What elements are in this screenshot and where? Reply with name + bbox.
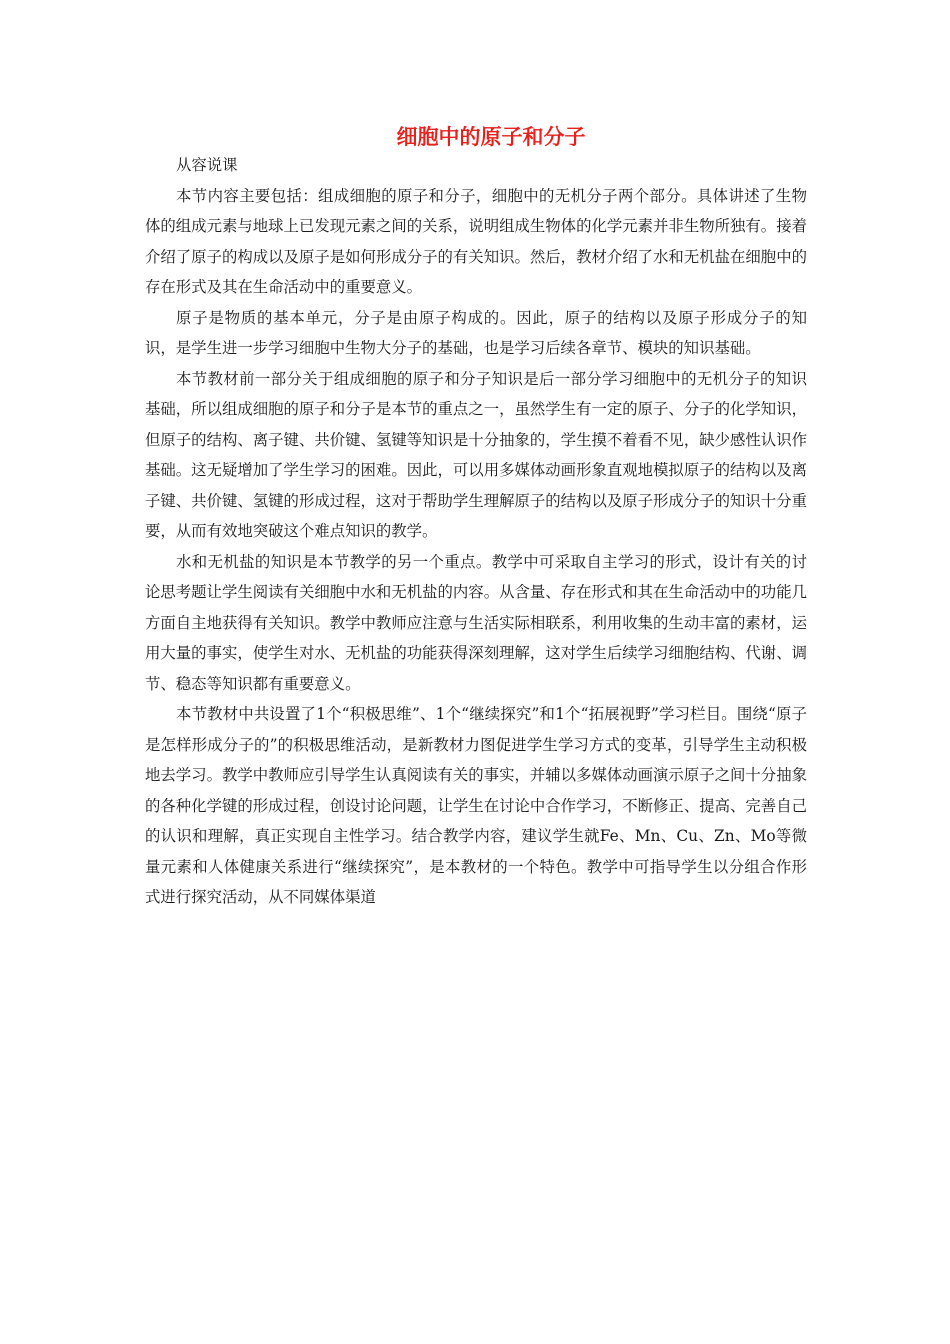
section-subtitle: 从容说课	[176, 156, 238, 174]
paragraph: 本节教材前一部分关于组成细胞的原子和分子知识是后一部分学习细胞中的无机分子的知识基础，所以组成细胞的原子和分子是本节的重点之一，虽然学生有一定的原子、分子的化学知识，但原子的结构、离子键、共价键、氢键等知识是十分抽象的，学生摸不着看不见，缺少感性认识作基础。这无疑增加了学生学习的困难。因此，可以用多媒体动画形象直观地模拟原子的结构以及离子键、共价键、氢键的形成过程，这对于帮助学生理解原子的结构以及原子形成分子的知识十分重要，从而有效地突破这个难点知识的教学。	[145, 369, 807, 540]
paragraph: 水和无机盐的知识是本节教学的另一个重点。教学中可采取自主学习的形式，设计有关的讨论思考题让学生阅读有关细胞中水和无机盐的内容。从含量、存在形式和其在生命活动中的功能几方面自主地获得有关知识。教学中教师应注意与生活实际相联系，利用收集的生动丰富的素材，运用大量的事实，使学生对水、无机盐的功能获得深刻理解，这对学生后续学习细胞结构、代谢、调节、稳态等知识都有重要意义。	[145, 552, 807, 693]
paragraph: 本节教材中共设置了1个“积极思维”、1个“继续探究”和1个“拓展视野”学习栏目。围绕“原子是怎样形成分子的”的积极思维活动，是新教材力图促进学生学习方式的变革，引导学生主动积极地去学习。教学中教师应引导学生认真阅读有关的事实，并辅以多媒体动画演示原子之间十分抽象的各种化学键的形成过程，创设讨论问题，让学生在讨论中合作学习，不断修正、提高、完善自己的认识和理解，真正实现自主性学习。结合教学内容，建议学生就Fe、Mn、Cu、Zn、Mo等微量元素和人体健康关系进行“继续探究”，是本教材的一个特色。教学中可指导学生以分组合作形式进行探究活动，从不同媒体渠道	[145, 705, 807, 906]
document-title: 细胞中的原子和分子	[396, 125, 586, 149]
paragraph: 本节内容主要包括：组成细胞的原子和分子，细胞中的无机分子两个部分。具体讲述了生物体的组成元素与地球上已发现元素之间的关系，说明组成生物体的化学元素并非生物所独有。接着介绍了原子的构成以及原子是如何形成分子的有关知识。然后，教材介绍了水和无机盐在细胞中的存在形式及其在生命活动中的重要意义。	[145, 186, 807, 296]
paragraph: 原子是物质的基本单元，分子是由原子构成的。因此，原子的结构以及原子形成分子的知识，是学生进一步学习细胞中生物大分子的基础，也是学习后续各章节、模块的知识基础。	[145, 308, 807, 357]
document-body	[145, 150, 807, 913]
